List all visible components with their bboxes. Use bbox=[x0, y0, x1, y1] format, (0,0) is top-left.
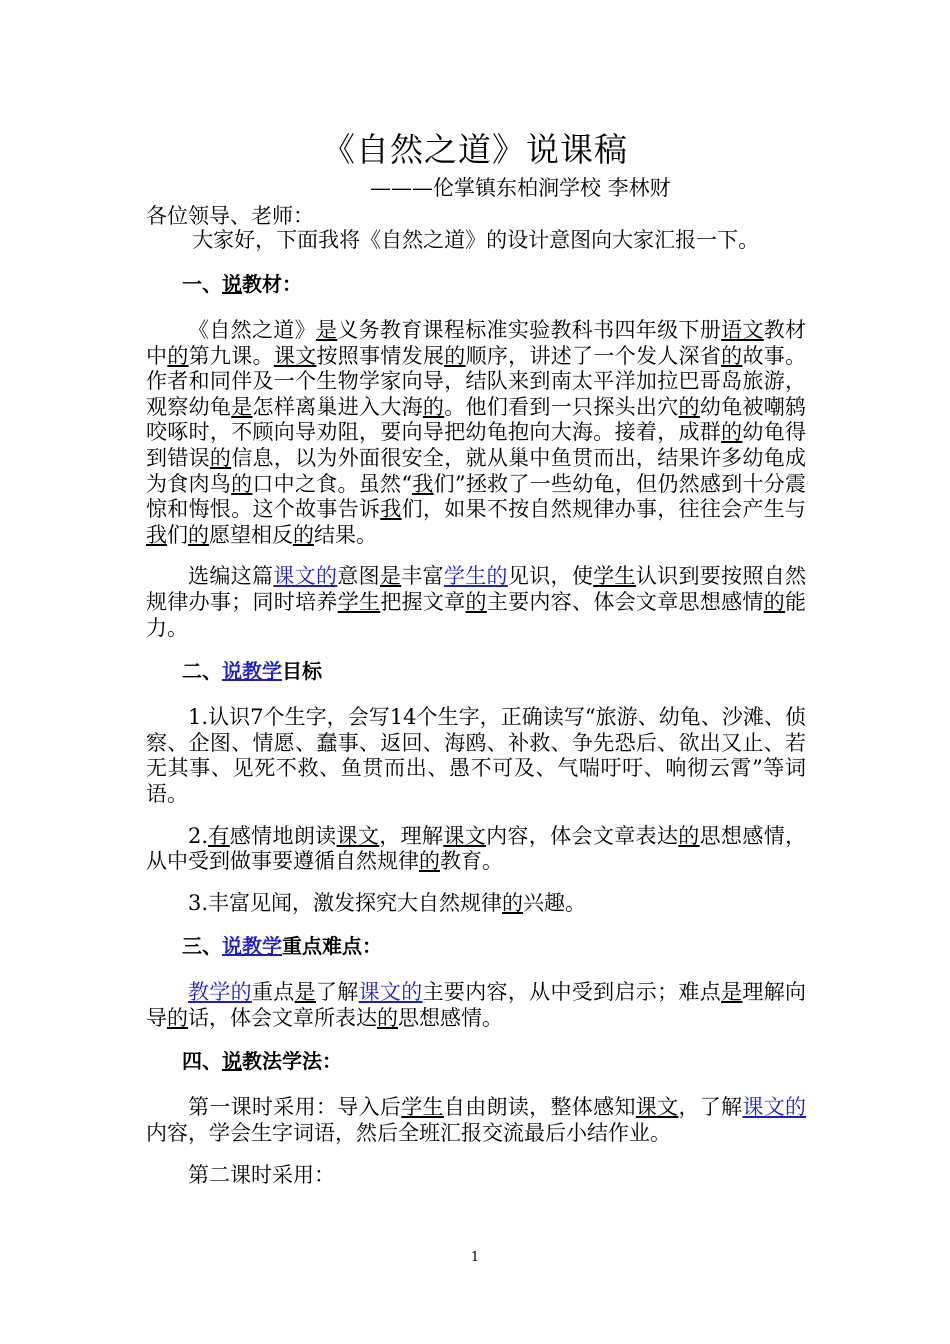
underlined-word: 我 bbox=[380, 497, 402, 522]
text-run: 丰富 bbox=[401, 564, 444, 589]
underlined-word: 我 bbox=[412, 471, 434, 496]
section-heading-link[interactable]: 说教学 bbox=[222, 659, 282, 684]
text-run: 。他们看到一只探头出穴 bbox=[444, 394, 679, 419]
inline-link[interactable]: 课文的 bbox=[273, 564, 338, 589]
underlined-word: 课文 bbox=[635, 1095, 679, 1120]
text-run: 内容，体会文章表达 bbox=[486, 823, 679, 848]
spacer bbox=[146, 808, 806, 824]
underlined-word: 的 bbox=[419, 849, 440, 874]
spacer bbox=[146, 960, 806, 980]
text-run: 把握文章 bbox=[380, 589, 466, 614]
underlined-word: 是 bbox=[294, 980, 316, 1005]
text-run: 幼龟得到错误 bbox=[146, 420, 807, 470]
underlined-word: 的 bbox=[293, 522, 314, 547]
text-run: 理解向导 bbox=[146, 980, 807, 1030]
spacer bbox=[146, 1031, 806, 1047]
text-run: 主要内容，从中受到启示；难点 bbox=[422, 980, 722, 1005]
inline-link[interactable]: 课文的 bbox=[358, 980, 423, 1005]
text-run: 能力。 bbox=[146, 589, 807, 640]
text-run: 教材中 bbox=[146, 318, 807, 368]
section-heading-text: 教法学法： bbox=[242, 1049, 342, 1074]
section-heading-4 bbox=[146, 1047, 806, 1075]
underlined-word: 是 bbox=[721, 980, 743, 1005]
spacer bbox=[146, 916, 806, 932]
inline-link[interactable]: 教学的 bbox=[188, 980, 252, 1005]
inline-link[interactable]: 课文的 bbox=[742, 1095, 807, 1120]
text-run: 《自然之道》 bbox=[188, 318, 316, 342]
section-heading-1 bbox=[146, 270, 806, 298]
text-run: 思想感情。 bbox=[398, 1005, 503, 1030]
document-title: 《自然之道》说课稿 bbox=[322, 130, 628, 169]
inline-link[interactable]: 学生的 bbox=[443, 564, 508, 589]
text-run: 重点 bbox=[251, 980, 295, 1005]
text-run: 们”拯救了一些幼龟，但仍然感到十分震惊和悔恨。这个故事告诉 bbox=[146, 471, 807, 522]
underlined-word: 的 bbox=[465, 589, 487, 614]
text-run: 1.认识7个生字，会写14个生字，正确读写“旅游、幼龟、沙滩、侦察、企图、情愿、蠢事、返回、海鸥、补救、争先恐后、欲出又止、若无其事、见死不救、鱼贯而出、愚不可及、气喘吁吁、响彻云霄”等词语。 bbox=[146, 705, 806, 806]
spacer bbox=[146, 254, 806, 270]
underlined-word: 的 bbox=[167, 1005, 188, 1030]
text-run: 自由朗读，整体感知 bbox=[443, 1095, 636, 1120]
underlined-word: 学生 bbox=[593, 564, 636, 589]
underlined-word: 课文 bbox=[273, 343, 317, 368]
underlined-word: 课文 bbox=[336, 823, 380, 848]
text-run: ，理解 bbox=[379, 823, 444, 848]
underlined-word: 语文 bbox=[721, 318, 764, 342]
underlined-word: 的 bbox=[188, 522, 209, 547]
paragraph bbox=[146, 980, 806, 1031]
section-heading-underlined: 说 bbox=[222, 272, 242, 296]
text-run: 怎样离巢进入大海 bbox=[252, 394, 423, 419]
section-number: 一、 bbox=[182, 272, 222, 296]
section-number: 三、 bbox=[182, 934, 222, 959]
document-body bbox=[146, 226, 806, 1188]
text-run: 认识到要按照自然规律办事；同时培养 bbox=[146, 564, 807, 614]
section-heading-text: 目标 bbox=[282, 659, 322, 684]
text-run: 第九课。 bbox=[188, 343, 274, 368]
underlined-word: 课文 bbox=[443, 823, 487, 848]
author-line: ———伦掌镇东柏涧学校 李林财 bbox=[370, 176, 671, 200]
underlined-word: 是 bbox=[231, 394, 253, 419]
paragraph bbox=[146, 705, 806, 807]
paragraph bbox=[146, 824, 806, 875]
text-run: 感情地朗读 bbox=[229, 823, 337, 848]
paragraph bbox=[146, 1163, 806, 1189]
spacer bbox=[146, 1147, 806, 1163]
section-heading-2 bbox=[146, 657, 806, 685]
text-run: 内容，学会生字词语，然后全班汇报交流最后小结作业。 bbox=[146, 1121, 671, 1146]
spacer bbox=[146, 641, 806, 657]
text-run: 兴趣。 bbox=[523, 890, 587, 915]
section-heading-underlined: 说 bbox=[222, 1049, 242, 1074]
text-run: 了解 bbox=[315, 980, 359, 1005]
text-run: 顺序，讲述了一个发人深省 bbox=[465, 343, 722, 368]
underlined-word: 学生 bbox=[401, 1095, 444, 1120]
text-run: ，了解 bbox=[678, 1095, 743, 1120]
spacer bbox=[146, 1075, 806, 1095]
underlined-word: 是 bbox=[379, 564, 402, 589]
greeting: 各位领导、老师： bbox=[146, 204, 314, 228]
text-run: 第一课时采用：导入后 bbox=[188, 1095, 402, 1120]
text-run: 幼龟被嘲鸫咬啄时，不顾向导劝阻，要向导把幼龟抱向大海。接着，成群 bbox=[146, 394, 807, 445]
text-run: 教育。 bbox=[440, 849, 503, 874]
text-run: 们 bbox=[167, 522, 188, 547]
spacer bbox=[146, 298, 806, 318]
text-run: 见识，使 bbox=[507, 564, 594, 589]
text-run: 3.丰富见闻，激发探究大自然规律 bbox=[188, 890, 503, 915]
underlined-word: 的 bbox=[444, 343, 466, 368]
text-run: 愿望相反 bbox=[209, 522, 293, 547]
paragraph bbox=[146, 891, 806, 917]
paragraph bbox=[146, 318, 806, 548]
text-run: 选编这篇 bbox=[188, 564, 274, 589]
underlined-word: 学生 bbox=[337, 589, 381, 614]
paragraph bbox=[146, 1095, 806, 1146]
text-run: 话，体会文章所表达 bbox=[188, 1005, 377, 1030]
paragraph bbox=[146, 564, 806, 641]
underlined-word: 的 bbox=[377, 1005, 398, 1030]
intro-paragraph: 大家好，下面我将《自然之道》的设计意图向大家汇报一下。 bbox=[192, 228, 760, 252]
underlined-word: 的 bbox=[209, 445, 232, 470]
section-number: 四、 bbox=[182, 1049, 222, 1074]
underlined-word: 我 bbox=[146, 522, 167, 547]
page-number: 1 bbox=[470, 1250, 480, 1265]
text-run: 主要内容、体会文章思想感情 bbox=[486, 589, 764, 614]
text-run: 信息，以为外面很安全，就从巢中鱼贯而出，结果许多幼龟成为食肉鸟 bbox=[146, 445, 807, 496]
underlined-word: 的 bbox=[678, 394, 700, 419]
underlined-word: 的 bbox=[422, 394, 445, 419]
spacer bbox=[146, 548, 806, 564]
section-heading-text: 重点难点： bbox=[282, 934, 382, 959]
underlined-word: 是 bbox=[315, 318, 338, 342]
underlined-word: 有 bbox=[208, 823, 230, 848]
section-number: 二、 bbox=[182, 659, 222, 684]
underlined-word: 的 bbox=[721, 343, 743, 368]
text-run: 故事。作者和同伴及一个生物学家向导，结队来到南太平洋加拉巴哥岛旅游，观察幼龟 bbox=[146, 343, 807, 419]
text-run: 思想感情，从中受到做事要遵循自然规律 bbox=[146, 823, 807, 874]
underlined-word: 的 bbox=[231, 471, 253, 496]
underlined-word: 的 bbox=[502, 890, 524, 915]
text-run: 义务教育课程标准实验教科书四年级下册 bbox=[337, 318, 722, 342]
underlined-word: 的 bbox=[167, 343, 189, 368]
section-heading-link[interactable]: 说教学 bbox=[222, 934, 282, 959]
text-run: 意图 bbox=[337, 564, 380, 589]
underlined-word: 的 bbox=[763, 589, 786, 614]
underlined-word: 的 bbox=[721, 420, 743, 445]
text-run: 口中之食。虽然“ bbox=[252, 471, 413, 496]
text-run: 2. bbox=[188, 823, 209, 848]
section-heading-3 bbox=[146, 932, 806, 960]
text-run: 们，如果不按自然规律办事，往往会产生与 bbox=[401, 497, 807, 522]
spacer bbox=[146, 875, 806, 891]
text-run: 第二课时采用： bbox=[188, 1162, 335, 1187]
text-run: 结果。 bbox=[314, 522, 377, 547]
spacer bbox=[146, 685, 806, 705]
text-run: 按照事情发展 bbox=[316, 343, 445, 368]
section-heading-text: 教材： bbox=[242, 272, 302, 296]
underlined-word: 的 bbox=[678, 823, 700, 848]
